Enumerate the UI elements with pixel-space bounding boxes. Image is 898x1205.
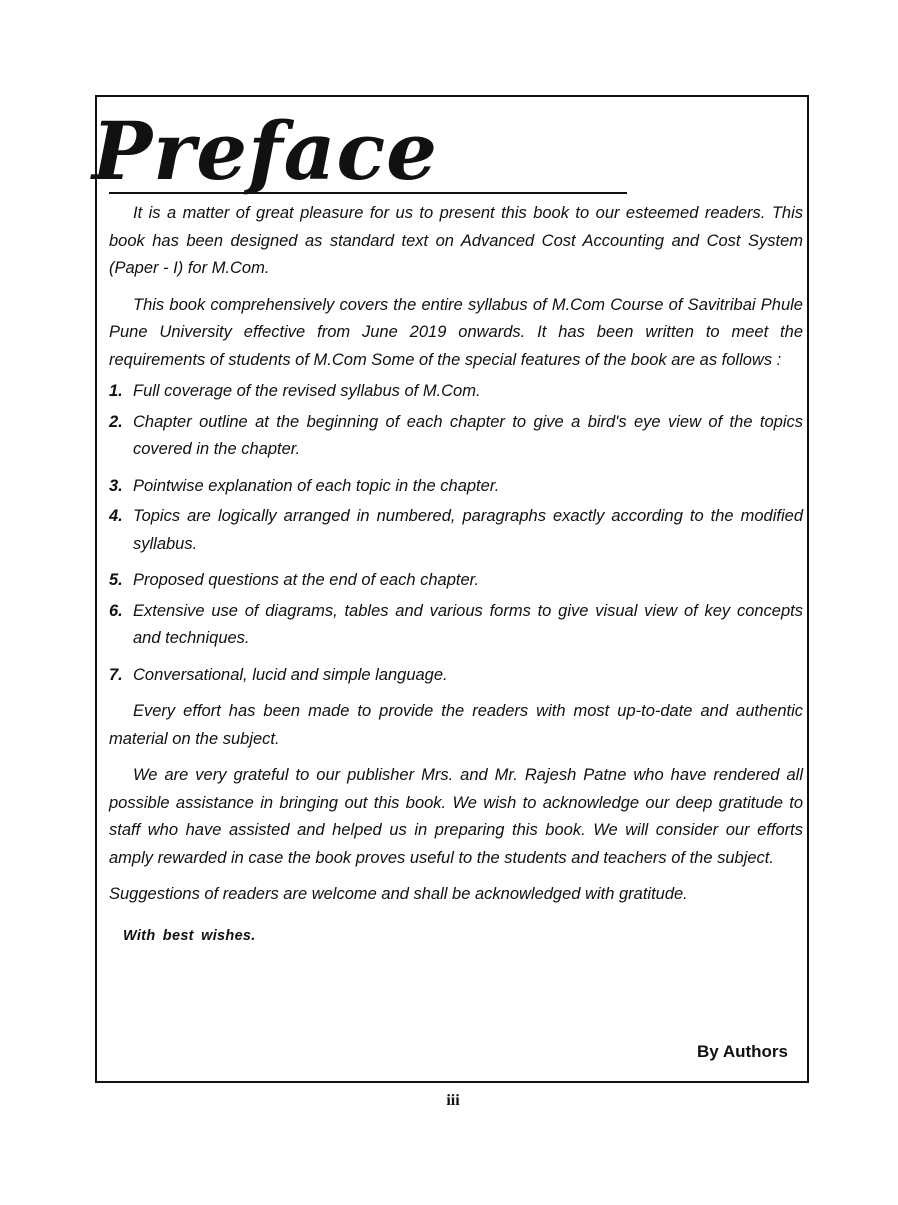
- closing-paragraph-1: Every effort has been made to provide the readers with most up-to-date and authentic material on the subject.: [109, 702, 803, 748]
- list-item-text: Conversational, lucid and simple language.: [133, 665, 448, 684]
- features-list: [109, 378, 803, 689]
- list-item-number: 5.: [109, 571, 123, 589]
- list-item: [109, 409, 803, 464]
- list-item-text: Chapter outline at the beginning of each chapter to give a bird's eye view of the topics covered in the chapter.: [133, 412, 803, 458]
- intro-paragraph-1: It is a matter of great pleasure for us to present this book to our esteemed readers. This book has been designed as standard text on Advanced Cost Accounting and Cost System (Paper - I) for M.Com.: [109, 204, 803, 277]
- list-item: [109, 598, 803, 653]
- list-item-text: Topics are logically arranged in numbered, paragraphs exactly according to the modified syllabus.: [133, 507, 803, 553]
- list-item: [109, 473, 803, 501]
- preface-body: [109, 200, 803, 950]
- author-signature: By Authors: [697, 1042, 788, 1061]
- page-number: iii: [446, 1092, 460, 1109]
- list-item-number: 7.: [109, 665, 123, 684]
- list-item-text: Pointwise explanation of each topic in the chapter.: [133, 476, 500, 495]
- list-item-text: Proposed questions at the end of each chapter.: [133, 571, 480, 589]
- list-item-number: 4.: [109, 507, 123, 525]
- list-item-number: 1.: [109, 382, 123, 400]
- list-item: [109, 662, 803, 690]
- list-item: [109, 503, 803, 558]
- title-underline: [109, 192, 627, 194]
- list-item: [109, 567, 803, 595]
- best-wishes: With best wishes.: [123, 927, 256, 944]
- list-item-text: Extensive use of diagrams, tables and various forms to give visual view of key concepts and techniques.: [133, 601, 803, 647]
- intro-paragraph-2: This book comprehensively covers the entire syllabus of M.Com Course of Savitribai Phule Pune University effective from June 2019 onwards. It has been written to meet the requirements of students of M.Com Some of the special features of the book are as follows :: [109, 295, 803, 369]
- page-title: Preface: [92, 104, 439, 198]
- closing-paragraph-2: We are very grateful to our publisher Mrs. and Mr. Rajesh Patne who have rendered all possible assistance in bringing out this book. We wish to acknowledge our deep gratitude to staff who have assisted and helped us in preparing this book. We will consider our efforts amply rewarded in case the book proves useful to the students and teachers of the subject.: [109, 766, 803, 867]
- list-item: [109, 378, 803, 406]
- suggestions-paragraph: Suggestions of readers are welcome and shall be acknowledged with gratitude.: [109, 885, 688, 903]
- list-item-text: Full coverage of the revised syllabus of M.Com.: [133, 382, 481, 400]
- list-item-number: 6.: [109, 601, 123, 620]
- list-item-number: 3.: [109, 476, 123, 495]
- list-item-number: 2.: [109, 412, 123, 431]
